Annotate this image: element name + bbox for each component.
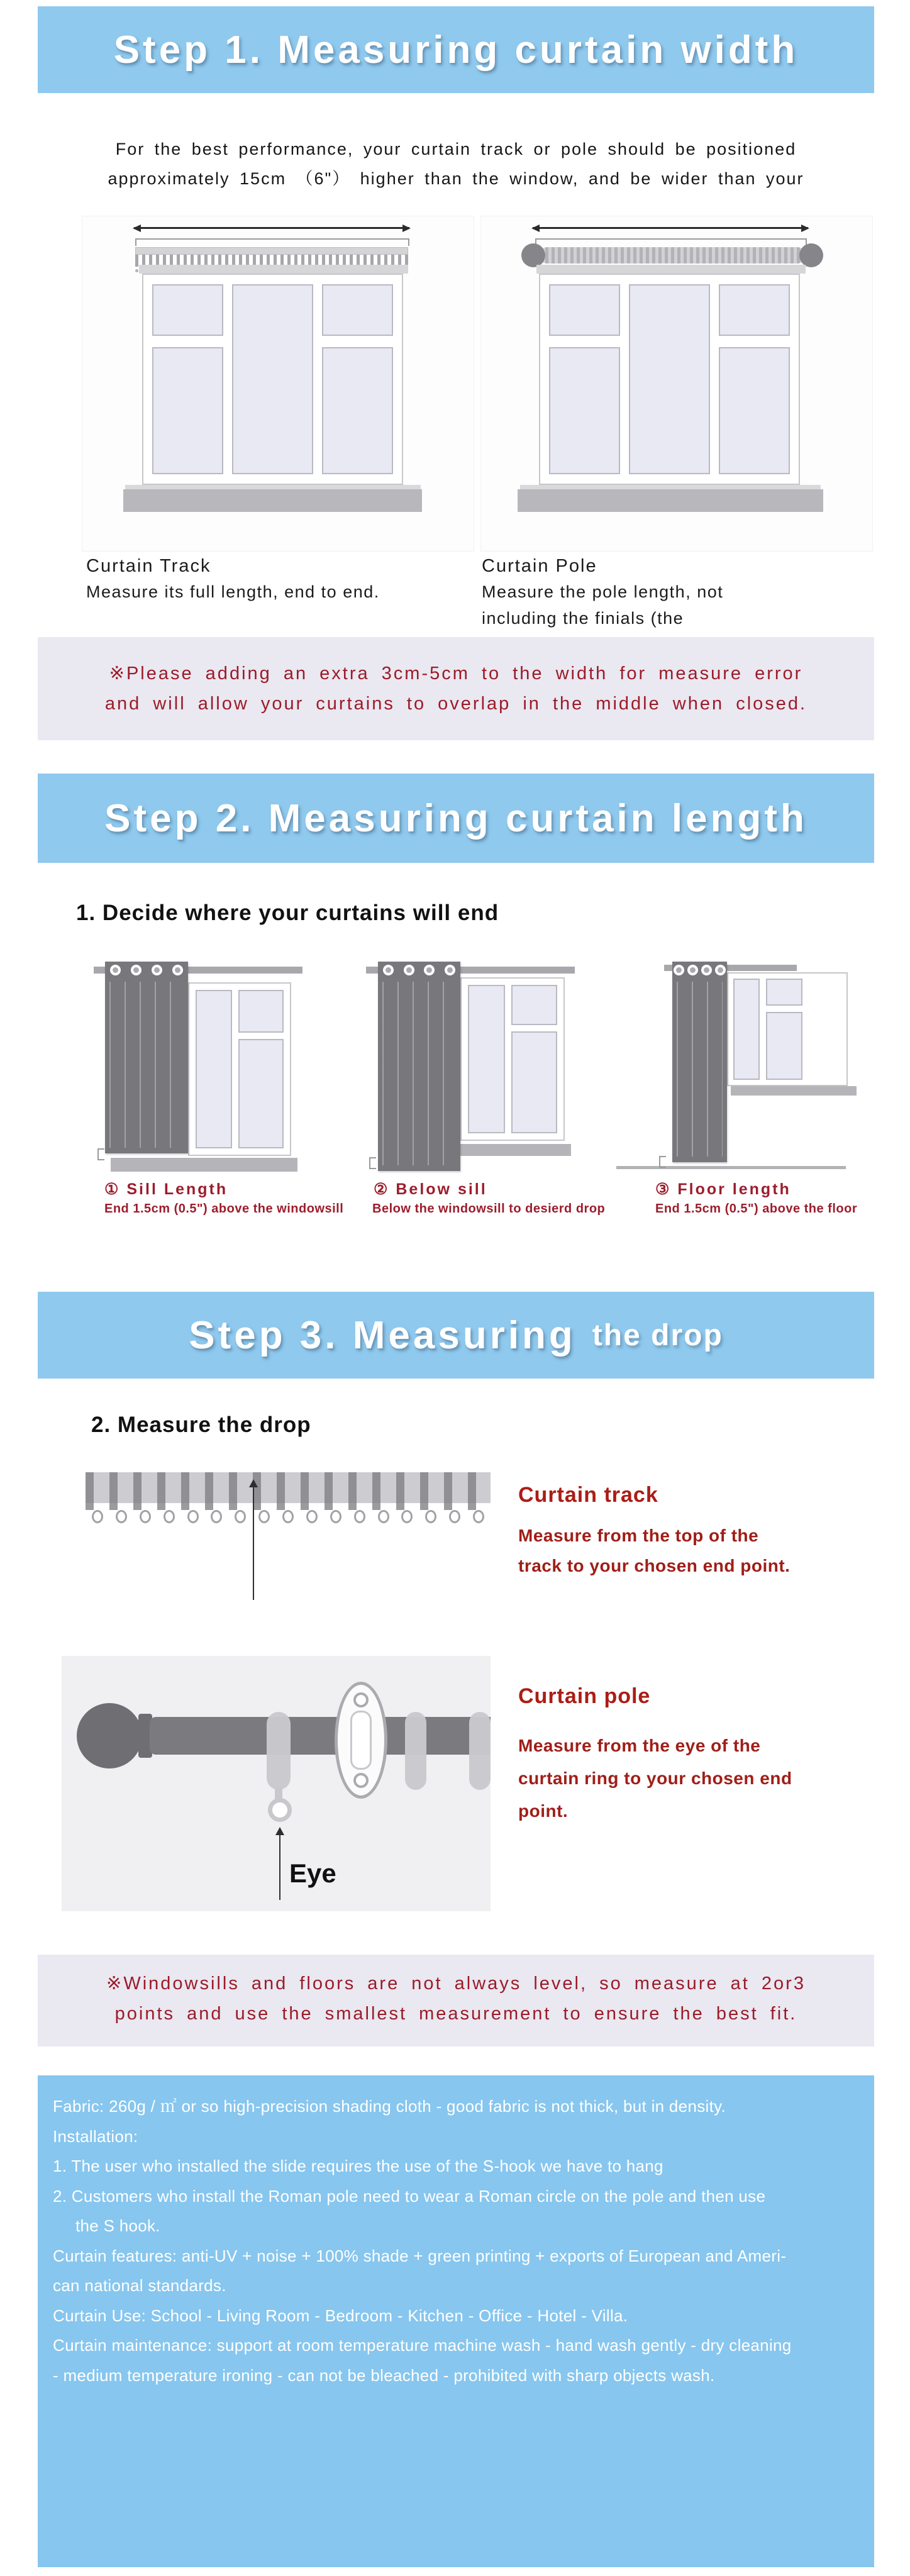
window-pane <box>232 284 313 474</box>
measure-bracket <box>135 238 409 246</box>
info-line: Curtain features: anti-UV + noise + 100% shade + green printing + exports of European and Ameri- <box>53 2246 787 2265</box>
bracket-slot <box>350 1711 372 1770</box>
step1-header-title: Step 1. Measuring curtain width <box>113 28 799 72</box>
window <box>142 274 403 485</box>
width-note-line-1: ※Please adding an extra 3cm-5cm to the width for measure error <box>109 663 803 684</box>
option1-number: ① <box>104 1180 121 1198</box>
window-column <box>232 284 313 474</box>
pole-window-illustration <box>480 216 873 552</box>
arrow-shaft <box>279 1833 280 1900</box>
curtain-graphic <box>672 962 727 1162</box>
info-line: the S hook. <box>75 2216 160 2235</box>
step2-subtitle: 1. Decide where your curtains will end <box>76 901 499 925</box>
pole-drop-title: Curtain pole <box>518 1684 651 1708</box>
measure-bracket <box>535 238 807 246</box>
curtain-graphic <box>105 962 188 1153</box>
track-rail <box>135 247 408 255</box>
glider-ring-icon <box>378 1510 389 1523</box>
pole-finial-left <box>521 243 545 267</box>
option2-title: Below sill <box>396 1180 487 1198</box>
windowsill <box>518 489 823 512</box>
width-arrow-icon <box>134 227 409 229</box>
grommet-row <box>378 965 460 975</box>
glider-ring-icon <box>473 1510 484 1523</box>
option1-title: Sill Length <box>126 1180 228 1198</box>
end-point-mark <box>659 1156 666 1168</box>
grommet-icon <box>110 965 121 975</box>
windowsill <box>123 489 422 512</box>
step3-header <box>38 1292 874 1379</box>
curtain-folds <box>677 982 723 1157</box>
product-info-box <box>38 2075 874 2567</box>
floor-length-diagram <box>654 959 887 1176</box>
window-column <box>196 990 232 1148</box>
info-line: Installation: <box>53 2126 138 2146</box>
step3-header-subtitle: the drop <box>592 1318 723 1352</box>
glider-ring-icon <box>282 1510 294 1523</box>
option2-label <box>374 1180 487 1199</box>
track-window-illustration <box>82 216 474 552</box>
step1-intro <box>38 135 874 194</box>
window-column <box>468 985 505 1133</box>
step2-header <box>38 774 874 863</box>
window-jamb <box>809 979 841 1080</box>
glider-ring-icon <box>92 1510 103 1523</box>
grommet-row <box>672 965 727 975</box>
option1-label <box>104 1180 228 1199</box>
grommet-icon <box>152 965 162 975</box>
window-pane <box>766 1012 802 1080</box>
track-drop-line: Measure from the top of the <box>518 1526 759 1545</box>
window-pane <box>511 985 557 1025</box>
track-drop-title: Curtain track <box>518 1483 658 1507</box>
grommet-icon <box>715 965 726 975</box>
pole-caption-line: including the finials (the <box>482 609 684 628</box>
track-drop-line: track to your chosen end point. <box>518 1556 791 1575</box>
curtain-folds <box>109 982 184 1148</box>
window-pane <box>549 284 620 336</box>
window-column <box>322 284 393 474</box>
glider-ring-icon <box>354 1510 365 1523</box>
window-column <box>152 284 223 474</box>
grommet-icon <box>131 965 141 975</box>
width-note <box>38 637 874 740</box>
window-column <box>766 979 802 1080</box>
eye-arrow-icon <box>275 1827 284 1900</box>
window-column <box>511 985 557 1133</box>
intro-line-2: approximately 15cm （6"） higher than the window, and be wider than your <box>108 169 804 188</box>
grommet-row <box>105 965 188 975</box>
window-pane <box>152 284 223 336</box>
eye-label: Eye <box>289 1858 336 1888</box>
step3-subtitle: 2. Measure the drop <box>91 1413 311 1437</box>
window-pane <box>719 347 790 474</box>
windowsill <box>460 1144 571 1156</box>
bracket-screw-icon <box>353 1773 369 1788</box>
window <box>460 977 565 1141</box>
pole-drop-line: Measure from the eye of the <box>518 1736 761 1755</box>
info-line: 2. Customers who install the Roman pole need to wear a Roman circle on the pole and then use <box>53 2186 766 2206</box>
pole-finial-right <box>799 243 823 267</box>
width-arrow-icon <box>533 227 808 229</box>
curtain-pole-graphic <box>539 247 806 264</box>
window-pane <box>468 985 505 1133</box>
option3-title: Floor length <box>677 1180 791 1198</box>
window-column <box>238 990 284 1148</box>
grommet-icon <box>701 965 712 975</box>
grommet-icon <box>445 965 455 975</box>
pole-drop-line: point. <box>518 1801 569 1821</box>
pole-bracket <box>335 1682 387 1799</box>
glider-ring-icon <box>258 1510 270 1523</box>
grommet-icon <box>687 965 698 975</box>
step1-header <box>38 6 874 93</box>
glider-ring-icon <box>164 1510 175 1523</box>
option3-label <box>655 1180 791 1199</box>
info-line: Curtain maintenance: support at room temperature machine wash - hand wash gently - dry cleaning <box>53 2336 792 2355</box>
curtain-folds <box>382 982 456 1165</box>
glider-ring-icon <box>187 1510 199 1523</box>
curtain-ring <box>267 1712 291 1790</box>
track-caption-title: Curtain Track <box>86 556 211 576</box>
window-lintel <box>139 265 408 274</box>
window-pane <box>238 1039 284 1148</box>
grommet-icon <box>424 965 435 975</box>
info-line: Curtain Use: School - Living Room - Bedroom - Kitchen - Office - Hotel - Villa. <box>53 2306 628 2325</box>
grommet-icon <box>383 965 394 975</box>
level-note-line-1: ※Windowsills and floors are not always level, so measure at 2or3 <box>106 1974 806 1994</box>
pole-finial <box>77 1703 142 1768</box>
pole-rod <box>150 1717 491 1755</box>
window-column <box>733 979 760 1080</box>
grommet-icon <box>674 965 684 975</box>
info-line: - medium temperature ironing - can not be bleached - prohibited with sharp objects wash. <box>53 2365 715 2385</box>
pole-caption-line: Measure the pole length, not <box>482 582 724 601</box>
window-column <box>629 284 709 474</box>
windowsill <box>111 1158 297 1172</box>
track-glider-rings <box>86 1510 491 1520</box>
info-line: can national standards. <box>53 2276 226 2295</box>
level-note-line-2: points and use the smallest measurement to ensure the best fit. <box>114 2004 797 2024</box>
glider-ring-icon <box>211 1510 222 1523</box>
info-line: Fabric: 260g / ㎡ or so high-precision shading cloth - good fabric is not thick, but in density. <box>53 2097 726 2116</box>
window-column <box>549 284 620 474</box>
window-pane <box>196 990 232 1148</box>
floor-line <box>616 1166 846 1169</box>
window-pane <box>322 347 393 474</box>
level-note <box>38 1955 874 2046</box>
window-column <box>719 284 790 474</box>
step2-header-title: Step 2. Measuring curtain length <box>104 796 807 840</box>
grommet-icon <box>172 965 183 975</box>
option2-number: ② <box>374 1180 390 1198</box>
glider-ring-icon <box>401 1510 413 1523</box>
end-point-mark <box>369 1157 376 1169</box>
option3-desc: End 1.5cm (0.5") above the floor <box>655 1202 858 1216</box>
window-pane <box>629 284 709 474</box>
option3-number: ③ <box>655 1180 672 1198</box>
window-pane <box>238 990 284 1033</box>
curtain-pole-illustration <box>62 1656 491 1911</box>
glider-ring-icon <box>116 1510 127 1523</box>
window-pane <box>766 979 802 1006</box>
width-note-line-2: and will allow your curtains to overlap in the middle when closed. <box>104 694 807 714</box>
curtain-graphic <box>378 962 460 1171</box>
glider-ring-icon <box>306 1510 318 1523</box>
window-pane <box>549 347 620 474</box>
glider-ring-icon <box>425 1510 436 1523</box>
window-pane <box>511 1031 557 1133</box>
window-pane <box>733 979 760 1080</box>
window <box>539 274 800 485</box>
window <box>727 972 848 1086</box>
sill-length-diagram <box>94 959 308 1176</box>
grommet-icon <box>404 965 414 975</box>
end-point-mark <box>97 1148 104 1160</box>
windowsill-edge <box>125 485 421 489</box>
window-lintel <box>536 265 806 274</box>
glider-ring-icon <box>235 1510 246 1523</box>
intro-line-1: For the best performance, your curtain track or pole should be positioned <box>115 140 797 158</box>
glider-ring-icon <box>140 1510 151 1523</box>
curtain-track-graphic <box>86 1472 491 1503</box>
glider-ring-icon <box>330 1510 341 1523</box>
ring-eye-icon <box>268 1798 292 1822</box>
window-pane <box>322 284 393 336</box>
track-caption-line: Measure its full length, end to end. <box>86 582 380 601</box>
arrow-shaft <box>253 1485 254 1600</box>
window-pane <box>152 347 223 474</box>
windowsill-edge <box>520 485 821 489</box>
pole-drop-line: curtain ring to your chosen end <box>518 1768 792 1788</box>
below-sill-diagram <box>366 959 580 1176</box>
curtain-ring <box>469 1712 491 1790</box>
window <box>188 982 291 1156</box>
pole-caption-title: Curtain Pole <box>482 556 597 576</box>
drop-arrow-icon <box>249 1479 258 1600</box>
option1-desc: End 1.5cm (0.5") above the windowsill <box>104 1202 344 1216</box>
step3-header-title: Step 3. Measuring <box>189 1313 576 1357</box>
bracket-screw-icon <box>353 1692 369 1707</box>
track-glider-stems <box>86 1503 491 1510</box>
windowsill <box>731 1086 857 1096</box>
window-pane <box>719 284 790 336</box>
info-line: 1. The user who installed the slide requires the use of the S-hook we have to hang <box>53 2157 663 2175</box>
curtain-ring <box>405 1712 426 1790</box>
option2-desc: Below the windowsill to desierd drop <box>372 1202 606 1216</box>
glider-ring-icon <box>449 1510 460 1523</box>
